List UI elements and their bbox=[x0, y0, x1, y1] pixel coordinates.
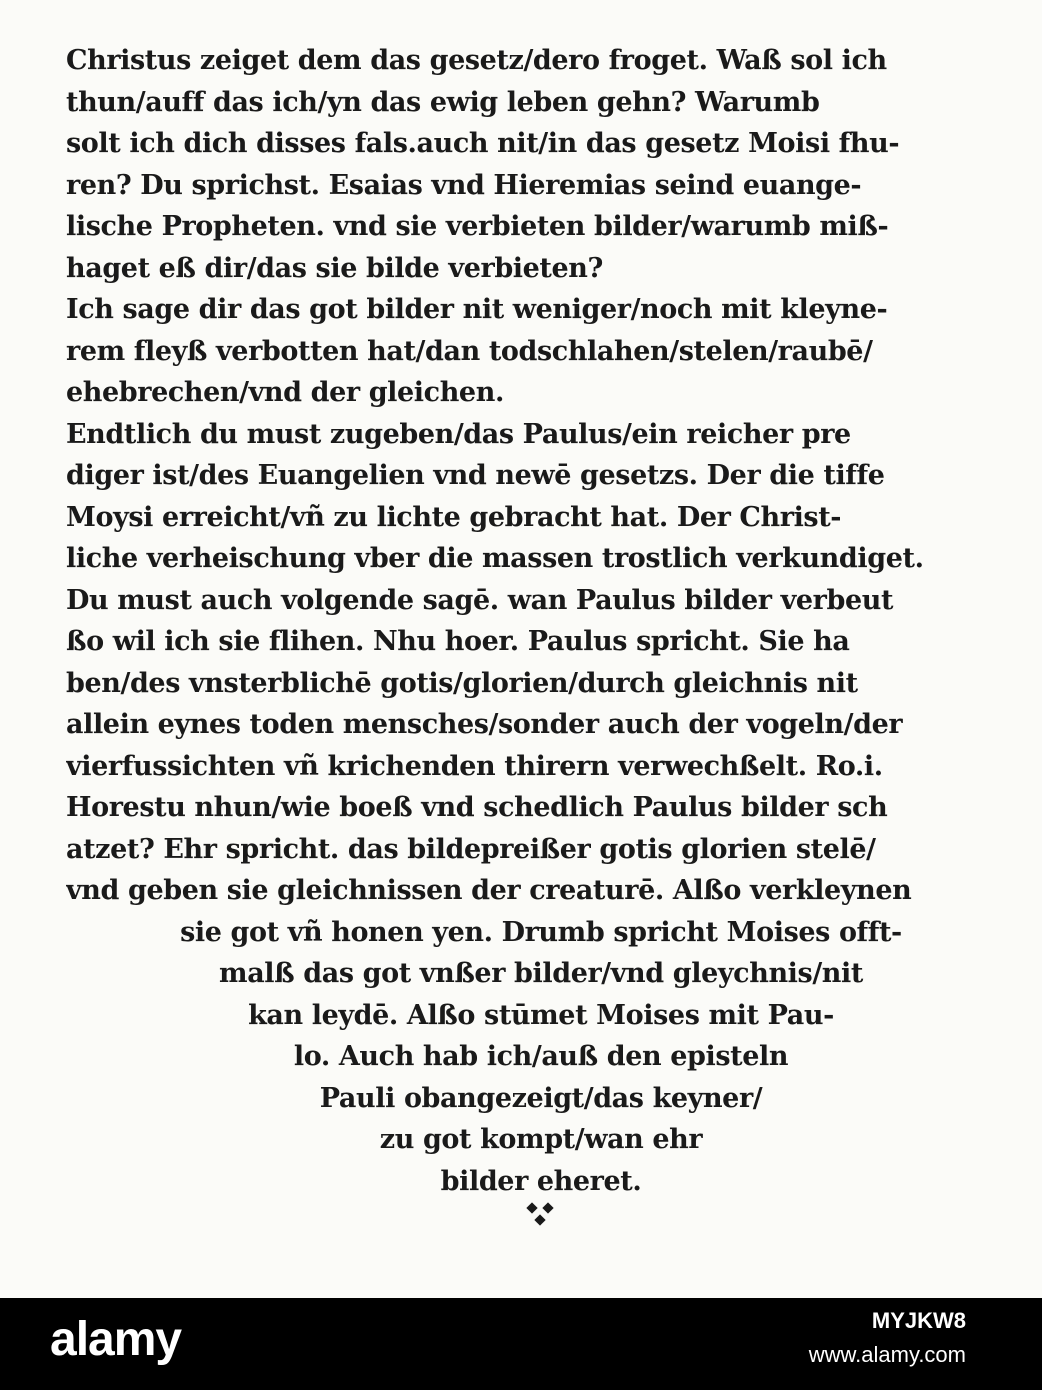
closing-ornament-icon bbox=[528, 1202, 568, 1232]
text-line: Horestu nhun/wie boeß vnd schedlich Paulus bilder sch bbox=[66, 792, 888, 823]
text-line: ßo wil ich sie flihen. Nhu hoer. Paulus spricht. Sie ha bbox=[66, 626, 850, 657]
text-line: liche verheischung vber die massen trostlich verkundiget. bbox=[66, 543, 924, 574]
text-line: diger ist/des Euangelien vnd newē gesetzs. Der die tiffe bbox=[66, 460, 885, 491]
text-line: rem fleyß verbotten hat/dan todschlahen/stelen/raubē/ bbox=[66, 335, 873, 367]
text-line: bilder eheret. bbox=[440, 1165, 642, 1197]
text-line: sie got vñ honen yen. Drumb spricht Moises offt- bbox=[180, 916, 902, 948]
text-line: atzet? Ehr spricht. das bildepreißer gotis glorien stelē/ bbox=[66, 833, 876, 865]
text-line: Endtlich du must zugeben/das Paulus/ein reicher pre bbox=[66, 418, 851, 450]
text-line: Moysi erreicht/vñ zu lichte gebracht hat. Der Christ- bbox=[66, 501, 842, 533]
text-line: malß das got vnßer bilder/vnd gleychnis/nit bbox=[219, 958, 863, 989]
text-line: kan leydē. Alßo stūmet Moises mit Pau- bbox=[248, 999, 834, 1031]
alamy-logo: alamy bbox=[50, 1313, 182, 1366]
text-line: lische Propheten. vnd sie verbieten bilder/warumb miß- bbox=[66, 211, 889, 242]
footer-url: www.alamy.com bbox=[808, 1342, 966, 1367]
text-line: solt ich dich disses fals.auch nit/in das gesetz Moisi fhu- bbox=[66, 128, 900, 159]
text-line: ehebrechen/vnd der gleichen. bbox=[66, 377, 504, 408]
text-line: ren? Du sprichst. Esaias vnd Hieremias seind euange- bbox=[66, 169, 862, 201]
text-line: lo. Auch hab ich/auß den episteln bbox=[293, 1041, 789, 1072]
text-line: vierfussichten vñ krichenden thirern verwechßelt. Ro.i. bbox=[66, 750, 883, 782]
watermark-footer bbox=[0, 1298, 1042, 1390]
text-line: Pauli obangezeigt/das keyner/ bbox=[319, 1082, 763, 1114]
blackletter-text-block bbox=[66, 40, 1016, 1202]
text-line: thun/auff das ich/yn das ewig leben gehn? Warumb bbox=[66, 86, 820, 118]
text-line: zu got kompt/wan ehr bbox=[379, 1124, 703, 1155]
text-line: allein eynes toden mensches/sonder auch der vogeln/der bbox=[66, 709, 903, 740]
text-line: haget eß dir/das sie bilde verbieten? bbox=[66, 252, 603, 284]
text-line: Ich sage dir das got bilder nit weniger/noch mit kleyne- bbox=[66, 294, 888, 325]
image-id: MYJKW8 bbox=[871, 1308, 966, 1333]
text-line: vnd geben sie gleichnissen der creaturē. Alßo verkleynen bbox=[66, 875, 912, 906]
text-line: ben/des vnsterblichē gotis/glorien/durch gleichnis nit bbox=[66, 667, 858, 699]
text-line: Christus zeiget dem das gesetz/dero froget. Waß sol ich bbox=[66, 45, 887, 76]
text-line: Du must auch volgende sagē. wan Paulus bilder verbeut bbox=[66, 584, 894, 616]
